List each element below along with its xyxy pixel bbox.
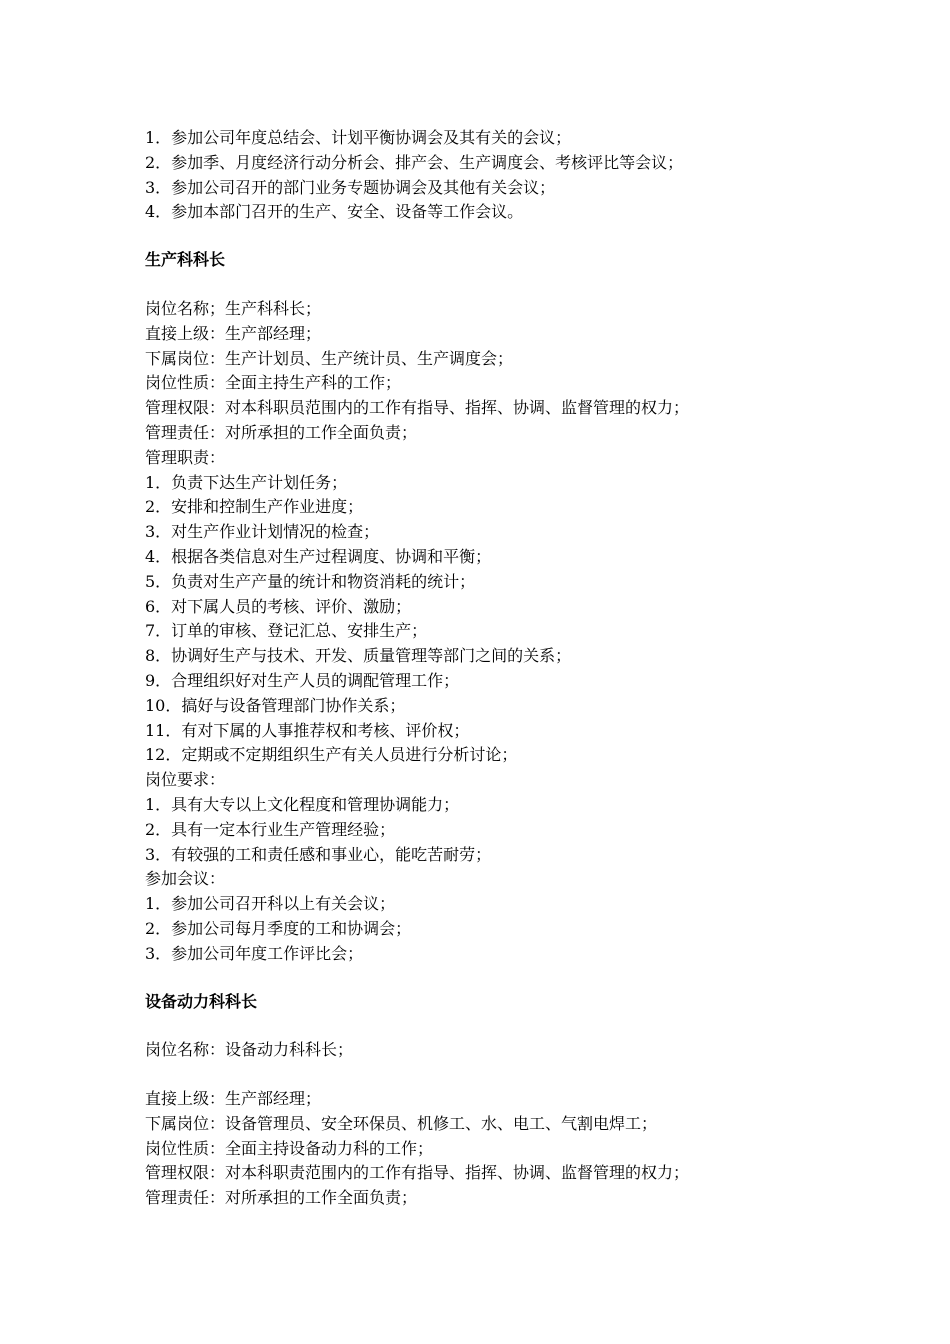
direct-superior: 直接上级：生产部经理； [145,323,322,343]
list-item: 6．对下属人员的考核、评价、激励； [145,596,412,616]
management-authority: 管理权限：对本科职责范围内的工作有指导、指挥、协调、监督管理的权力； [145,1163,690,1183]
direct-superior: 直接上级：生产部经理； [145,1089,322,1109]
post-nature: 岗位性质：全面主持生产科的工作； [145,373,402,393]
intro-meeting-list [145,126,845,225]
list-item: 2．参加公司每月季度的工和协调会； [145,918,412,938]
post-name: 岗位名称；生产科科长； [145,298,322,318]
list-item: 4．根据各类信息对生产过程调度、协调和平衡； [145,546,492,566]
list-item: 1．参加公司召开科以上有关会议； [145,894,396,914]
requirements-list [145,793,845,867]
list-item: 8．协调好生产与技术、开发、质量管理等部门之间的关系； [145,646,572,666]
management-responsibility: 管理责任：对所承担的工作全面负责； [145,1188,418,1208]
list-item: 12．定期或不定期组织生产有关人员进行分析讨论； [145,745,518,765]
list-item: 2．安排和控制生产作业进度； [145,497,364,517]
requirements-title: 岗位要求： [145,770,226,790]
list-item: 3．参加公司召开的部门业务专题协调会及其他有关会议； [145,177,556,197]
list-item: 5．负责对生产产量的统计和物资消耗的统计； [145,571,476,591]
list-item: 3．有较强的工和责任感和事业心，能吃苦耐劳； [145,844,492,864]
list-item: 3．对生产作业计划情况的检查； [145,522,380,542]
list-item: 10．搞好与设备管理部门协作关系； [145,695,406,715]
duties-list [145,471,845,769]
list-item: 1．参加公司年度总结会、计划平衡协调会及其有关的会议； [145,128,572,147]
meetings-title: 参加会议： [145,869,226,889]
subordinate-posts: 下属岗位：设备管理员、安全环保员、机修工、水、电工、气割电焊工； [145,1113,658,1133]
list-item: 2．参加季、月度经济行动分析会、排产会、生产调度会、考核评比等会议； [145,152,684,172]
post-name: 岗位名称：设备动力科科长； [145,1040,354,1060]
list-item: 11．有对下属的人事推荐权和考核、评价权； [145,720,470,740]
list-item: 1．具有大专以上文化程度和管理协调能力； [145,794,460,814]
equipment-chief-section [145,990,845,1212]
subordinate-posts: 下属岗位：生产计划员、生产统计员、生产调度会； [145,348,514,368]
post-nature: 岗位性质：全面主持设备动力科的工作； [145,1138,434,1158]
management-responsibility: 管理责任：对所承担的工作全面负责； [145,422,418,442]
list-item: 1．负责下达生产计划任务； [145,472,348,492]
meetings-list [145,892,845,966]
list-item: 2．具有一定本行业生产管理经验； [145,819,396,839]
list-item: 4．参加本部门召开的生产、安全、设备等工作会议。 [145,202,524,222]
list-item: 9．合理组织好对生产人员的调配管理工作； [145,670,460,690]
production-chief-section [145,248,845,966]
list-item: 3．参加公司年度工作评比会； [145,943,364,963]
management-authority: 管理权限：对本科职员范围内的工作有指导、指挥、协调、监督管理的权力； [145,398,690,418]
section-heading: 设备动力科科长 [145,991,258,1011]
section-heading: 生产科科长 [145,250,226,270]
duties-title: 管理职责： [145,447,226,467]
document-page [145,126,845,1211]
list-item: 7．订单的审核、登记汇总、安排生产； [145,621,428,641]
